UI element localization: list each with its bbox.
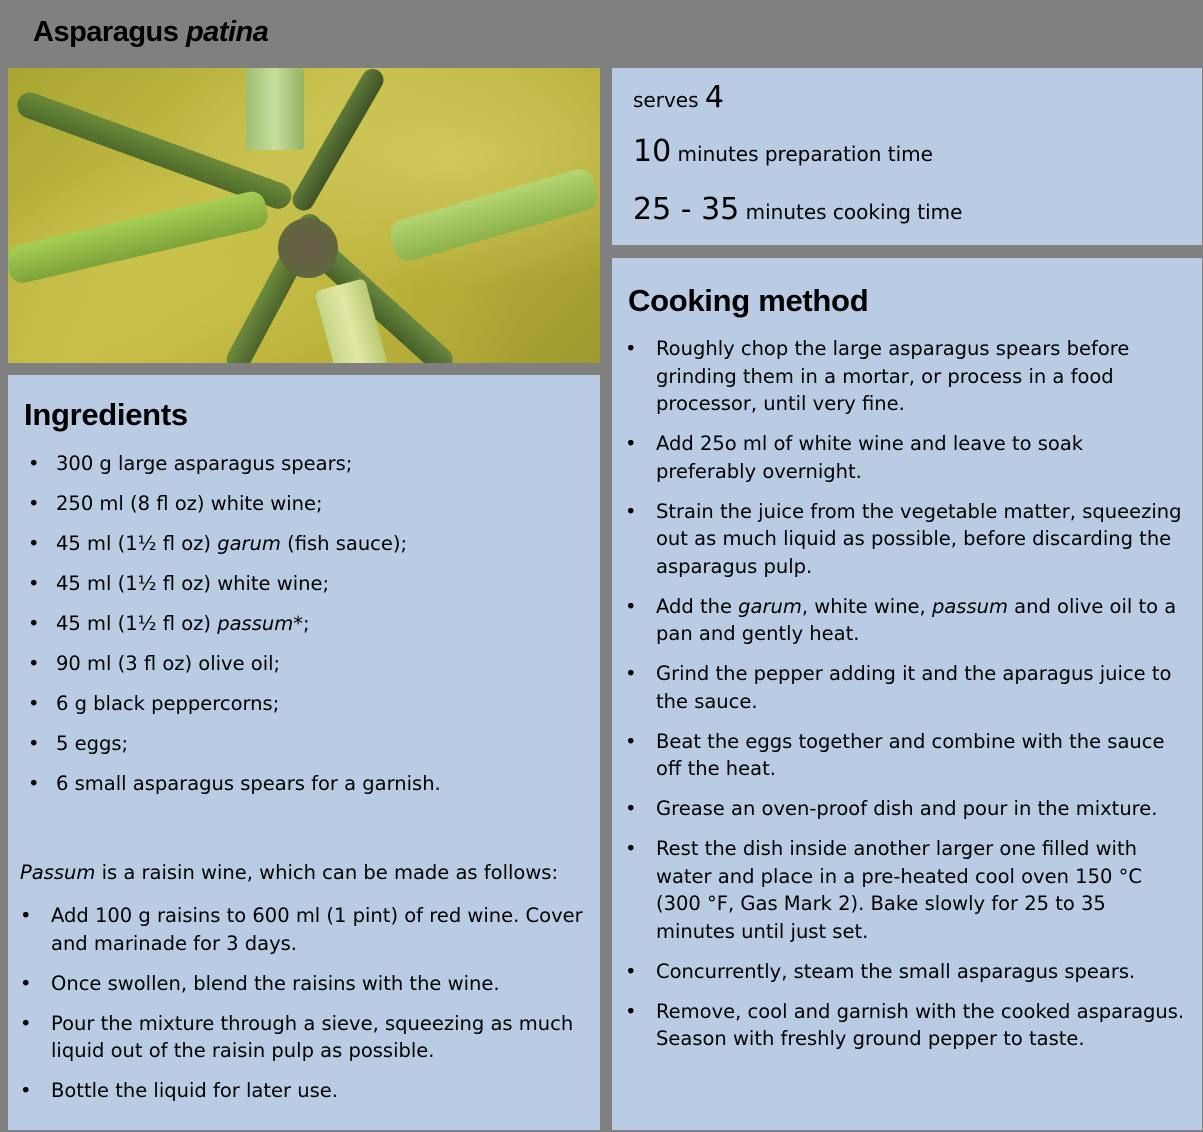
method-step: • Add 25o ml of white wine and leave to soak preferably overnight. — [625, 432, 1084, 483]
ingredients-heading: Ingredients — [24, 397, 188, 432]
title-main: Asparagus — [33, 16, 179, 48]
ingredient-item: • 6 small asparagus spears for a garnish. — [28, 770, 588, 798]
ingredient-item: • 6 g black peppercorns; — [28, 690, 588, 718]
method-step: • Roughly chop the large asparagus spears before grinding them in a mortar, or process in a food processor, until very fine. — [625, 337, 1130, 415]
bullet-icon: • — [28, 732, 40, 755]
asparagus-spear — [8, 189, 270, 286]
title-italic: patina — [185, 16, 269, 48]
bullet-icon: • — [28, 572, 40, 595]
ingredient-item: • 45 ml (1½ fl oz) white wine; — [28, 570, 588, 598]
ingredients-panel — [8, 375, 600, 1130]
page-title — [33, 16, 268, 49]
cook-time-value: 25 - 35 — [633, 192, 740, 227]
ingredients-list — [28, 450, 588, 810]
method-step: • Grind the pepper adding it and the aparagus juice to the sauce. — [625, 662, 1172, 713]
method-step: • Grease an oven-proof dish and pour in the mixture. — [625, 795, 1185, 823]
bullet-icon: • — [28, 612, 40, 635]
method-step: • Concurrently, steam the small asparagus spears. — [625, 958, 1185, 986]
cooking-method-heading: Cooking method — [628, 283, 869, 318]
bullet-icon: • — [28, 492, 40, 515]
cooking-method-panel — [612, 258, 1202, 1130]
bullet-icon: • — [28, 772, 40, 795]
bullet-icon: • — [625, 959, 637, 983]
cook-time-line: 25 - 35 minutes cooking time — [633, 192, 963, 227]
bullet-icon: • — [28, 652, 40, 675]
bullet-icon: • — [28, 532, 40, 555]
bullet-icon: • — [625, 662, 637, 685]
bullet-icon: • — [28, 452, 40, 475]
prep-time-value: 10 — [633, 134, 672, 169]
method-step: • Add the garum, white wine, passum and olive oil to a pan and gently heat. — [625, 594, 1177, 645]
bullet-icon: • — [28, 692, 40, 715]
bullet-icon: • — [625, 797, 637, 820]
method-step: • Remove, cool and garnish with the cooked asparagus. Season with freshly ground pepper to taste. — [625, 999, 1185, 1050]
method-steps-list — [625, 335, 1185, 1065]
dish-photo — [8, 68, 600, 363]
bullet-icon: • — [625, 594, 637, 618]
ingredient-item: • 5 eggs; — [28, 730, 588, 758]
passum-intro: Passum is a raisin wine, which can be made as follows: — [20, 861, 559, 884]
bullet-icon: • — [20, 1079, 32, 1102]
bullet-icon: • — [625, 729, 637, 753]
bullet-icon: • — [625, 337, 637, 360]
ingredient-item: • 250 ml (8 fl oz) white wine; — [28, 490, 588, 518]
serves-value: 4 — [704, 80, 724, 115]
method-step: • Beat the eggs together and combine with the sauce off the heat. — [625, 729, 1165, 780]
info-panel — [612, 68, 1202, 245]
asparagus-spear — [246, 68, 304, 150]
ingredient-item: • 300 g large asparagus spears; — [28, 450, 588, 478]
bullet-icon: • — [625, 432, 637, 455]
bullet-icon: • — [625, 499, 637, 523]
ingredient-item: • 45 ml (1½ fl oz) garum (fish sauce); — [28, 530, 588, 558]
serves-line: serves 4 — [633, 80, 724, 115]
asparagus-spear — [387, 166, 600, 264]
bullet-icon: • — [20, 971, 32, 995]
bullet-icon: • — [20, 904, 32, 927]
ingredient-item: • 90 ml (3 fl oz) olive oil; — [28, 650, 588, 678]
method-step: • Strain the juice from the vegetable matter, squeezing out as much liquid as possible, before discarding the asparagus pulp. — [625, 499, 1182, 578]
asparagus-tips — [278, 218, 338, 278]
method-step: • Rest the dish inside another larger one filled with water and place in a pre-heated cool oven 150 °C (300 °F, Gas Mark 2). Bake slowly for 25 to 35 minutes until just set. — [625, 837, 1142, 943]
passum-step: • Once swollen, blend the raisins with the wine. — [20, 970, 590, 998]
prep-time-line: 10 minutes preparation time — [633, 134, 933, 169]
passum-step: • Pour the mixture through a sieve, squeezing as much liquid out of the raisin pulp as possible. — [20, 1011, 574, 1062]
bullet-icon: • — [625, 999, 637, 1023]
ingredient-item: • 45 ml (1½ fl oz) passum*; — [28, 610, 588, 638]
bullet-icon: • — [20, 1011, 32, 1035]
bullet-icon: • — [625, 837, 637, 860]
passum-step: • Add 100 g raisins to 600 ml (1 pint) of red wine. Cover and marinade for 3 days. — [20, 904, 583, 955]
passum-step: • Bottle the liquid for later use. — [20, 1077, 590, 1105]
passum-steps-list — [20, 902, 590, 1117]
